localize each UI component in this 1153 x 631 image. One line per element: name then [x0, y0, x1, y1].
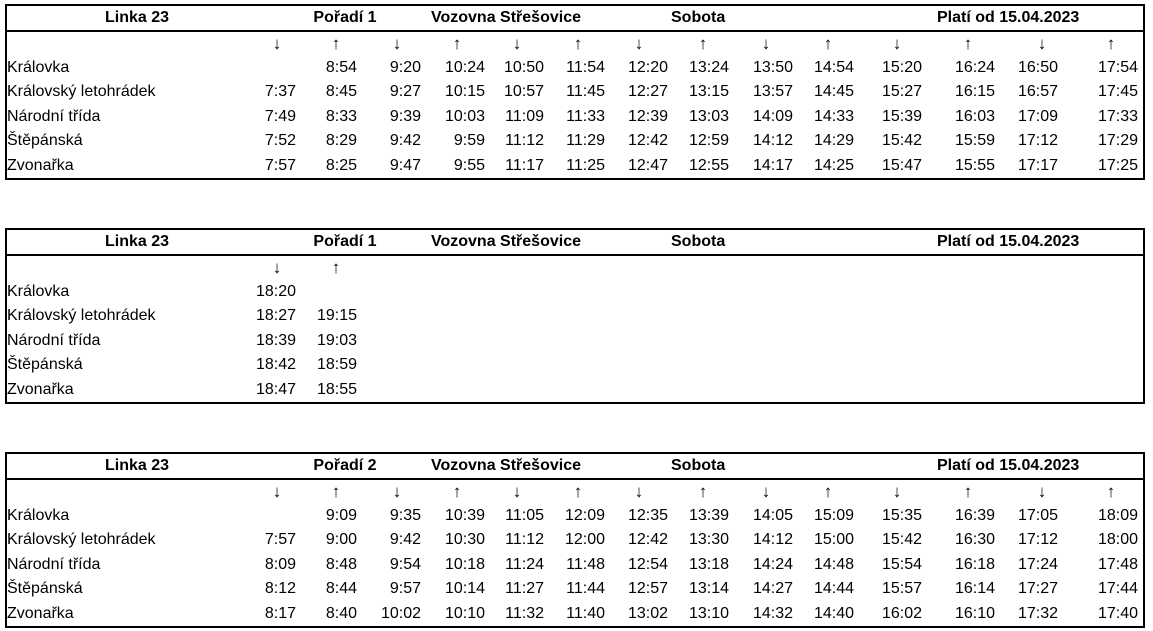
stop-name: Královka — [7, 507, 70, 524]
departure-time: 17:40 — [1097, 604, 1138, 622]
timetable-header — [7, 454, 1143, 480]
departure-time: 11:29 — [566, 132, 605, 150]
departure-time: 8:09 — [264, 555, 296, 573]
arrow-up-icon: ↑ — [573, 482, 583, 501]
departure-time: 8:33 — [325, 107, 357, 125]
arrow-up-icon: ↑ — [1106, 482, 1116, 501]
departure-time: 11:24 — [505, 555, 544, 573]
departure-time: 15:42 — [881, 531, 922, 549]
departure-time: 8:44 — [325, 580, 357, 598]
departure-time: 13:57 — [752, 83, 793, 101]
departure-time: 7:57 — [264, 531, 296, 549]
departure-time: 12:42 — [627, 531, 668, 549]
departure-time: 17:09 — [1017, 107, 1058, 125]
stop-name: Štěpánská — [7, 580, 83, 598]
departure-time: 9:47 — [389, 156, 421, 174]
stop-row — [7, 353, 1143, 377]
departure-time: 13:03 — [688, 107, 729, 125]
stop-row — [7, 528, 1143, 552]
departure-time: 13:18 — [688, 555, 729, 573]
departure-time: 9:42 — [389, 132, 421, 150]
arrow-up-icon: ↑ — [823, 482, 833, 501]
direction-row — [7, 256, 1143, 280]
depot-name: Vozovna Střešovice — [431, 233, 581, 250]
departure-time: 11:12 — [505, 132, 544, 150]
departure-time: 17:45 — [1097, 83, 1138, 101]
departure-time: 13:24 — [688, 59, 729, 76]
arrow-up-icon: ↑ — [331, 482, 341, 501]
departure-time: 11:40 — [566, 604, 605, 622]
stop-row — [7, 304, 1143, 328]
arrow-up-icon: ↑ — [331, 34, 341, 53]
line-number: Linka 23 — [104, 457, 170, 474]
departure-time: 15:59 — [954, 132, 995, 150]
departure-time: 10:15 — [444, 83, 485, 101]
departure-time: 14:54 — [813, 59, 854, 76]
departure-time: 17:12 — [1017, 531, 1058, 549]
departure-time: 17:33 — [1097, 107, 1138, 125]
departure-time: 16:50 — [1017, 59, 1058, 76]
departure-time: 11:44 — [566, 580, 605, 598]
arrow-down-icon: ↓ — [761, 482, 771, 501]
departure-time: 8:12 — [264, 580, 296, 598]
departure-time: 9:39 — [389, 107, 421, 125]
departure-time: 10:02 — [380, 604, 421, 622]
stop-name: Královka — [7, 59, 70, 76]
departure-time: 15:09 — [813, 507, 854, 524]
departure-time: 15:54 — [881, 555, 922, 573]
departure-time: 15:27 — [881, 83, 922, 101]
arrow-down-icon: ↓ — [272, 34, 282, 53]
departure-time: 17:24 — [1017, 555, 1058, 573]
departure-time: 15:55 — [954, 156, 995, 174]
direction-row — [7, 32, 1143, 56]
departure-time: 13:50 — [752, 59, 793, 76]
departure-time: 12:42 — [627, 132, 668, 150]
valid-from: Platí od 15.04.2023 — [937, 9, 1080, 26]
sequence-number: Pořadí 1 — [313, 9, 377, 26]
departure-time: 14:44 — [813, 580, 854, 598]
timetable-header — [7, 6, 1143, 32]
departure-time: 11:45 — [566, 83, 605, 101]
service-day: Sobota — [671, 233, 726, 250]
arrow-up-icon: ↑ — [1106, 34, 1116, 53]
departure-time: 18:42 — [255, 356, 296, 374]
arrow-up-icon: ↑ — [452, 34, 462, 53]
departure-time: 11:05 — [505, 507, 544, 524]
stop-name: Štěpánská — [7, 132, 83, 150]
timetable-block — [5, 228, 1145, 404]
line-number: Linka 23 — [104, 9, 170, 26]
departure-time: 15:00 — [813, 531, 854, 549]
departure-time: 11:32 — [505, 604, 544, 622]
departure-time: 13:30 — [688, 531, 729, 549]
departure-time: 15:57 — [881, 580, 922, 598]
departure-time: 13:15 — [688, 83, 729, 101]
stop-row — [7, 80, 1143, 104]
departure-time: 12:57 — [627, 580, 668, 598]
departure-time: 16:24 — [954, 59, 995, 76]
arrow-down-icon: ↓ — [634, 482, 644, 501]
stop-name: Národní třída — [7, 555, 101, 573]
departure-time: 19:03 — [316, 331, 357, 349]
arrow-down-icon: ↓ — [512, 482, 522, 501]
departure-time: 8:17 — [264, 604, 296, 622]
stop-name: Štěpánská — [7, 356, 83, 374]
departure-time: 12:27 — [627, 83, 668, 101]
arrow-down-icon: ↓ — [1037, 482, 1047, 501]
departure-time: 11:27 — [505, 580, 544, 598]
departure-time: 9:00 — [325, 531, 357, 549]
departure-time: 15:39 — [881, 107, 922, 125]
departure-time: 9:54 — [389, 555, 421, 573]
arrow-down-icon: ↓ — [634, 34, 644, 53]
timetable-block — [5, 4, 1145, 180]
departure-time: 14:40 — [813, 604, 854, 622]
arrow-down-icon: ↓ — [272, 258, 282, 277]
stop-row — [7, 154, 1143, 178]
stop-name: Zvonařka — [7, 156, 74, 174]
departure-time: 18:27 — [255, 307, 296, 325]
departure-time: 16:15 — [954, 83, 995, 101]
line-number: Linka 23 — [104, 233, 170, 250]
stop-name: Královský letohrádek — [7, 83, 156, 101]
departure-time: 12:54 — [627, 555, 668, 573]
arrow-down-icon: ↓ — [892, 482, 902, 501]
sequence-number: Pořadí 1 — [313, 233, 377, 250]
departure-time: 17:48 — [1097, 555, 1138, 573]
departure-time: 11:17 — [505, 156, 544, 174]
departure-time: 18:00 — [1097, 531, 1138, 549]
arrow-down-icon: ↓ — [392, 482, 402, 501]
departure-time: 14:33 — [813, 107, 854, 125]
departure-time: 16:02 — [881, 604, 922, 622]
departure-time: 14:05 — [752, 507, 793, 524]
departure-time: 11:12 — [505, 531, 544, 549]
stop-name: Národní třída — [7, 331, 101, 349]
departure-time: 9:55 — [453, 156, 485, 174]
departure-time: 17:25 — [1097, 156, 1138, 174]
departure-time: 10:39 — [444, 507, 485, 524]
arrow-down-icon: ↓ — [892, 34, 902, 53]
departure-time: 7:57 — [264, 156, 296, 174]
departure-time: 17:12 — [1017, 132, 1058, 150]
stop-row — [7, 504, 1143, 528]
stop-row — [7, 105, 1143, 129]
departure-time: 17:29 — [1097, 132, 1138, 150]
departure-time: 10:14 — [444, 580, 485, 598]
departure-time: 18:09 — [1097, 507, 1138, 524]
departure-time: 18:20 — [255, 283, 296, 300]
stop-name: Královský letohrádek — [7, 307, 156, 325]
arrow-up-icon: ↑ — [823, 34, 833, 53]
departure-time: 12:47 — [627, 156, 668, 174]
departure-time: 10:03 — [444, 107, 485, 125]
arrow-down-icon: ↓ — [272, 482, 282, 501]
arrow-up-icon: ↑ — [698, 482, 708, 501]
departure-time: 15:42 — [881, 132, 922, 150]
departure-time: 10:10 — [444, 604, 485, 622]
stop-row — [7, 129, 1143, 153]
departure-time: 9:35 — [389, 507, 421, 524]
valid-from: Platí od 15.04.2023 — [937, 457, 1080, 474]
departure-time: 14:29 — [813, 132, 854, 150]
departure-time: 9:57 — [389, 580, 421, 598]
departure-time: 14:25 — [813, 156, 854, 174]
departure-time: 17:54 — [1097, 59, 1138, 76]
departure-time: 8:45 — [325, 83, 357, 101]
departure-time: 9:27 — [389, 83, 421, 101]
departure-time: 16:57 — [1017, 83, 1058, 101]
timetable-header — [7, 230, 1143, 256]
stop-row — [7, 553, 1143, 577]
departure-time: 8:54 — [325, 59, 357, 76]
stop-row — [7, 602, 1143, 626]
departure-time: 12:59 — [688, 132, 729, 150]
departure-time: 16:03 — [954, 107, 995, 125]
service-day: Sobota — [671, 457, 726, 474]
stop-row — [7, 378, 1143, 402]
departure-time: 12:55 — [688, 156, 729, 174]
departure-time: 10:30 — [444, 531, 485, 549]
departure-time: 13:39 — [688, 507, 729, 524]
departure-time: 10:18 — [444, 555, 485, 573]
departure-time: 14:24 — [752, 555, 793, 573]
departure-time: 14:09 — [752, 107, 793, 125]
departure-time: 10:50 — [503, 59, 544, 76]
stop-row — [7, 56, 1143, 80]
depot-name: Vozovna Střešovice — [431, 9, 581, 26]
stop-name: Zvonařka — [7, 604, 74, 622]
stop-name: Zvonařka — [7, 380, 74, 398]
departure-time: 17:05 — [1017, 507, 1058, 524]
departure-time: 11:54 — [566, 59, 605, 76]
departure-time: 14:32 — [752, 604, 793, 622]
departure-time: 14:48 — [813, 555, 854, 573]
departure-time: 19:15 — [316, 307, 357, 325]
departure-time: 15:47 — [881, 156, 922, 174]
departure-time: 8:29 — [325, 132, 357, 150]
departure-time: 14:12 — [752, 132, 793, 150]
departure-time: 10:57 — [503, 83, 544, 101]
direction-row — [7, 480, 1143, 504]
departure-time: 14:12 — [752, 531, 793, 549]
departure-time: 16:18 — [954, 555, 995, 573]
departure-time: 14:27 — [752, 580, 793, 598]
departure-time: 11:33 — [566, 107, 605, 125]
departure-time: 15:20 — [881, 59, 922, 76]
departure-time: 10:24 — [444, 59, 485, 76]
departure-time: 14:45 — [813, 83, 854, 101]
departure-time: 9:42 — [389, 531, 421, 549]
stop-name: Královka — [7, 283, 70, 300]
departure-time: 8:48 — [325, 555, 357, 573]
departure-time: 15:35 — [881, 507, 922, 524]
departure-time: 12:39 — [627, 107, 668, 125]
departure-time: 13:02 — [627, 604, 668, 622]
stop-name: Královský letohrádek — [7, 531, 156, 549]
timetable-block — [5, 452, 1145, 628]
departure-time: 12:35 — [627, 507, 668, 524]
arrow-down-icon: ↓ — [1037, 34, 1047, 53]
departure-time: 13:10 — [688, 604, 729, 622]
stop-row — [7, 280, 1143, 304]
departure-time: 16:14 — [954, 580, 995, 598]
sequence-number: Pořadí 2 — [313, 457, 377, 474]
arrow-down-icon: ↓ — [392, 34, 402, 53]
arrow-up-icon: ↑ — [573, 34, 583, 53]
departure-time: 9:20 — [389, 59, 421, 76]
arrow-up-icon: ↑ — [331, 258, 341, 277]
departure-time: 13:14 — [688, 580, 729, 598]
arrow-up-icon: ↑ — [452, 482, 462, 501]
departure-time: 16:39 — [954, 507, 995, 524]
arrow-down-icon: ↓ — [761, 34, 771, 53]
arrow-up-icon: ↑ — [963, 34, 973, 53]
arrow-down-icon: ↓ — [512, 34, 522, 53]
departure-time: 17:17 — [1017, 156, 1058, 174]
depot-name: Vozovna Střešovice — [431, 457, 581, 474]
stop-name: Národní třída — [7, 107, 101, 125]
departure-time: 7:49 — [264, 107, 296, 125]
arrow-up-icon: ↑ — [698, 34, 708, 53]
departure-time: 17:32 — [1017, 604, 1058, 622]
stop-row — [7, 577, 1143, 601]
valid-from: Platí od 15.04.2023 — [937, 233, 1080, 250]
departure-time: 17:27 — [1017, 580, 1058, 598]
departure-time: 16:10 — [954, 604, 995, 622]
departure-time: 11:25 — [566, 156, 605, 174]
service-day: Sobota — [671, 9, 726, 26]
departure-time: 8:25 — [325, 156, 357, 174]
arrow-up-icon: ↑ — [963, 482, 973, 501]
departure-time: 18:39 — [255, 331, 296, 349]
departure-time: 18:59 — [316, 356, 357, 374]
departure-time: 16:30 — [954, 531, 995, 549]
departure-time: 9:59 — [453, 132, 485, 150]
departure-time: 9:09 — [325, 507, 357, 524]
departure-time: 8:40 — [325, 604, 357, 622]
departure-time: 18:55 — [316, 380, 357, 398]
departure-time: 12:00 — [564, 531, 605, 549]
departure-time: 18:47 — [255, 380, 296, 398]
departure-time: 7:37 — [264, 83, 296, 101]
departure-time: 7:52 — [264, 132, 296, 150]
departure-time: 11:09 — [505, 107, 544, 125]
departure-time: 17:44 — [1097, 580, 1138, 598]
departure-time: 11:48 — [566, 555, 605, 573]
departure-time: 12:09 — [564, 507, 605, 524]
stop-row — [7, 329, 1143, 353]
departure-time: 12:20 — [627, 59, 668, 76]
departure-time: 14:17 — [752, 156, 793, 174]
